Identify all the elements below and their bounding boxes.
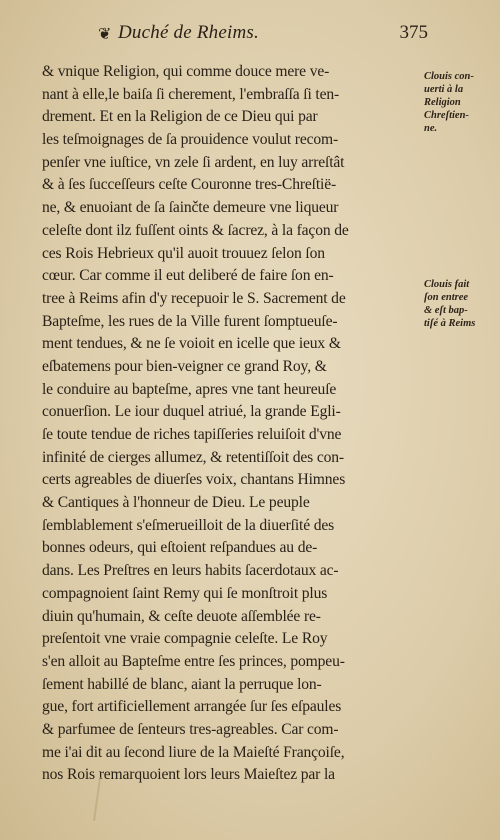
text-line: s'en alloit au Bapteſme entre ſes princes, pompeu-	[42, 652, 345, 670]
margin-note-clovis-baptized	[424, 278, 498, 330]
fleuron-ornament: ❦	[98, 24, 112, 43]
text-line: me i'ai dit au ſecond liure de la Maieſté Françoiſe,	[42, 743, 345, 761]
text-line: preſentoit vne vraie compagnie celeſte. Le Roy	[42, 630, 328, 648]
margin-note-line: Clouis con-	[424, 71, 474, 82]
margin-note-clovis-converted	[424, 70, 498, 135]
running-title: Duché de Rheims.	[118, 22, 259, 43]
text-line: eſbatemens pour bien-veigner ce grand Roy, &	[42, 357, 327, 375]
running-header	[40, 22, 470, 50]
text-line: ſemblablement s'eſmerueilloit de la diuerſité des	[42, 516, 335, 534]
margin-note-line: tiſé à Reims	[424, 318, 476, 329]
text-line: les teſmoignages de ſa prouidence voulut recom-	[42, 131, 339, 149]
margin-note-line: & eſt bap-	[424, 305, 468, 316]
text-line: ſement habillé de blanc, aiant la perruque lon-	[42, 675, 322, 693]
margin-note-line: ſon entree	[424, 292, 469, 303]
text-line: nant à elle,le baiſa ſi cherement, l'embraſſa ſi ten-	[42, 85, 340, 103]
text-line: ces Rois Hebrieux qu'il auoit trouuez ſelon ſon	[42, 244, 325, 262]
text-line: compagnoient ſaint Remy qui ſe monſtroit plus	[42, 584, 328, 602]
main-text-block	[42, 61, 417, 787]
margin-note-line: Clouis fait	[424, 279, 470, 290]
text-line: certs agreables de diuerſes voix, chantans Himnes	[42, 471, 346, 489]
text-line: gue, fort artificiellement arrangée ſur ſes eſpaules	[42, 698, 342, 716]
text-line: drement. Et en la Religion de ce Dieu qui par	[42, 108, 318, 126]
text-line: ment tendues, & ne ſe voioit en icelle que ieux &	[42, 335, 341, 353]
text-line: bonnes odeurs, qui eſtoient reſpandues au de-	[42, 539, 318, 557]
text-line: celeſte dont ilz fuſſent oints & ſacrez, à la façon de	[42, 221, 349, 239]
margin-note-line: Religion	[424, 97, 461, 108]
page-number: 375	[399, 22, 428, 43]
text-line: & parfumee de ſenteurs tres-agreables. Car com-	[42, 720, 339, 738]
text-line: Bapteſme, les rues de la Ville furent ſomptueuſe-	[42, 312, 338, 330]
text-line: & Cantiques à l'honneur de Dieu. Le peuple	[42, 494, 310, 512]
text-line: tree à Reims afin d'y recepuoir le S. Sacrement de	[42, 289, 346, 307]
text-line: dans. Les Preſtres en leurs habits ſacerdotaux ac-	[42, 562, 339, 580]
text-line: ne, & enuoiant de ſa ſainčte demeure vne liqueur	[42, 199, 339, 217]
text-line: le conduire au bapteſme, apres vne tant heureuſe	[42, 380, 337, 398]
text-line: cœur. Car comme il eut deliberé de faire ſon en-	[42, 267, 334, 285]
text-line: penſer vne iuſtice, vn zele ſi ardent, en luy arreſtât	[42, 153, 345, 171]
text-line: conuerſion. Le iour duquel atriué, la grande Egli-	[42, 403, 341, 421]
margin-note-line: uerti à la	[424, 84, 464, 95]
text-line: diuin qu'humain, & ceſte deuote aſſemblée re-	[42, 607, 321, 625]
text-line: infinité de cierges allumez, & retentiſſoit des con-	[42, 448, 344, 466]
text-line: & vnique Religion, qui comme douce mere ve-	[42, 63, 330, 80]
margin-note-line: Chreſtien-	[424, 110, 469, 121]
text-line: nos Rois remarquoient lors leurs Maieſtez par la	[42, 766, 335, 784]
text-line: & à ſes ſucceſſeurs ceſte Couronne tres-Chreſtië-	[42, 176, 337, 194]
margin-note-line: ne.	[424, 123, 438, 134]
text-line: ſe toute tendue de riches tapiſſeries reluiſoit d'vne	[42, 426, 342, 443]
